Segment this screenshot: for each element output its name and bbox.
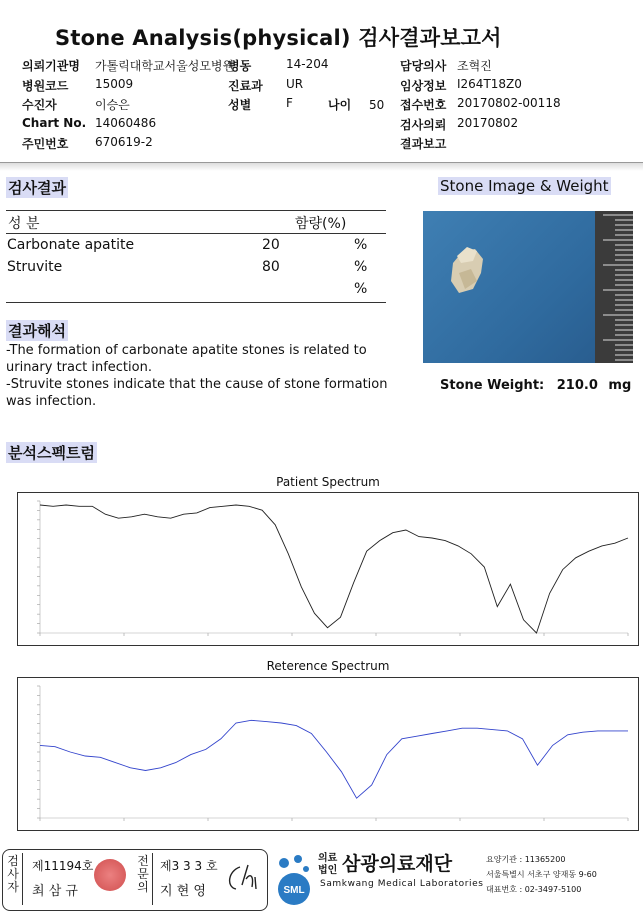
header-field: 담당의사 조혁진 [400, 59, 492, 73]
axis [40, 686, 628, 818]
header-field: 주민번호 670619-2 [22, 135, 153, 151]
divider [22, 853, 23, 905]
specialist-number: 제3 3 3 호 [160, 859, 218, 873]
header-field: 수진자 이승은 [22, 98, 130, 112]
col-component: 성 분 [8, 216, 40, 232]
org-code: 요양기관 : 11365200 [486, 855, 566, 864]
col-amount: 함량(%) [295, 216, 347, 232]
spectrum-heading: 분석스펙트럼 [8, 444, 95, 462]
header-shade [0, 163, 643, 171]
sml-logo-icon [272, 851, 316, 907]
result-value: 20 [262, 237, 280, 253]
org-prefix: 의료 법인 [318, 853, 338, 876]
inspector-seal [94, 859, 126, 891]
header-field: 의뢰기관명 가톨릭대학교서울성모병원 [22, 59, 235, 73]
stone-weight: Stone Weight: 210.0 mg [440, 378, 632, 393]
header-field: 결과보고 [400, 137, 447, 151]
table-top-line [6, 210, 386, 211]
result-name: Carbonate apatite [7, 237, 135, 253]
results-heading: 검사결과 [8, 179, 66, 197]
specialist-label: 전문의 [137, 854, 149, 894]
result-unit: % [354, 237, 368, 253]
header-field: 병원코드 15009 [22, 76, 134, 93]
reference-spectrum-svg [18, 678, 638, 830]
stone-photo [423, 211, 633, 363]
header-field: 검사의뢰 20170802 [400, 115, 519, 132]
footer [0, 845, 643, 914]
inspector-label: 검사자 [7, 854, 19, 894]
result-unit: % [354, 259, 368, 275]
spectrum-line [40, 505, 628, 633]
header-field: Chart No. 14060486 [22, 115, 157, 130]
stone-photo-art [423, 211, 633, 363]
header-field: 성별 F [228, 96, 293, 112]
image-heading: Stone Image & Weight [440, 177, 609, 195]
reference-spectrum-title: Reterence Spectrum [266, 659, 390, 673]
age-field: 나이 50 [328, 98, 385, 112]
divider [152, 853, 153, 905]
header-field: 접수번호 20170802-00118 [400, 96, 561, 112]
header-field: 진료과 UR [228, 76, 304, 93]
specialist-name: 지 현 영 [160, 884, 206, 899]
interpretation-line: -The formation of carbonate apatite stones is related to urinary tract infection. [6, 343, 367, 375]
table-header-line [6, 233, 386, 234]
header-field: 임상정보 I264T18Z0 [400, 76, 522, 93]
page-title: Stone Analysis(physical) 검사결과보고서 [55, 26, 502, 50]
axis [40, 501, 628, 633]
inspector-number: 제11194호 [32, 859, 94, 873]
inspector-name: 최 삼 규 [32, 884, 78, 899]
org-english: Samkwang Medical Laboratories [320, 879, 484, 889]
reference-spectrum-chart [17, 677, 639, 831]
header-field: 병동 14-204 [228, 57, 329, 73]
result-unit: % [354, 281, 368, 297]
table-bottom-line [6, 302, 386, 303]
interpretation-line: -Struvite stones indicate that the cause of stone formation was infection. [6, 377, 388, 409]
result-value: 80 [262, 259, 280, 275]
interpretation-heading: 결과해석 [8, 322, 66, 340]
result-name: Struvite [7, 259, 63, 275]
logo-text: SML [283, 885, 305, 896]
org-phone: 대표번호 : 02-3497-5100 [486, 885, 582, 894]
org-address: 서울특별시 서초구 양재동 9-60 [486, 870, 597, 879]
patient-spectrum-svg [18, 493, 638, 645]
org-name: 삼광의료재단 [342, 853, 453, 875]
patient-spectrum-title: Patient Spectrum [276, 475, 380, 489]
patient-spectrum-chart [17, 492, 639, 646]
specialist-signature [222, 857, 262, 897]
spectrum-line [40, 720, 628, 798]
